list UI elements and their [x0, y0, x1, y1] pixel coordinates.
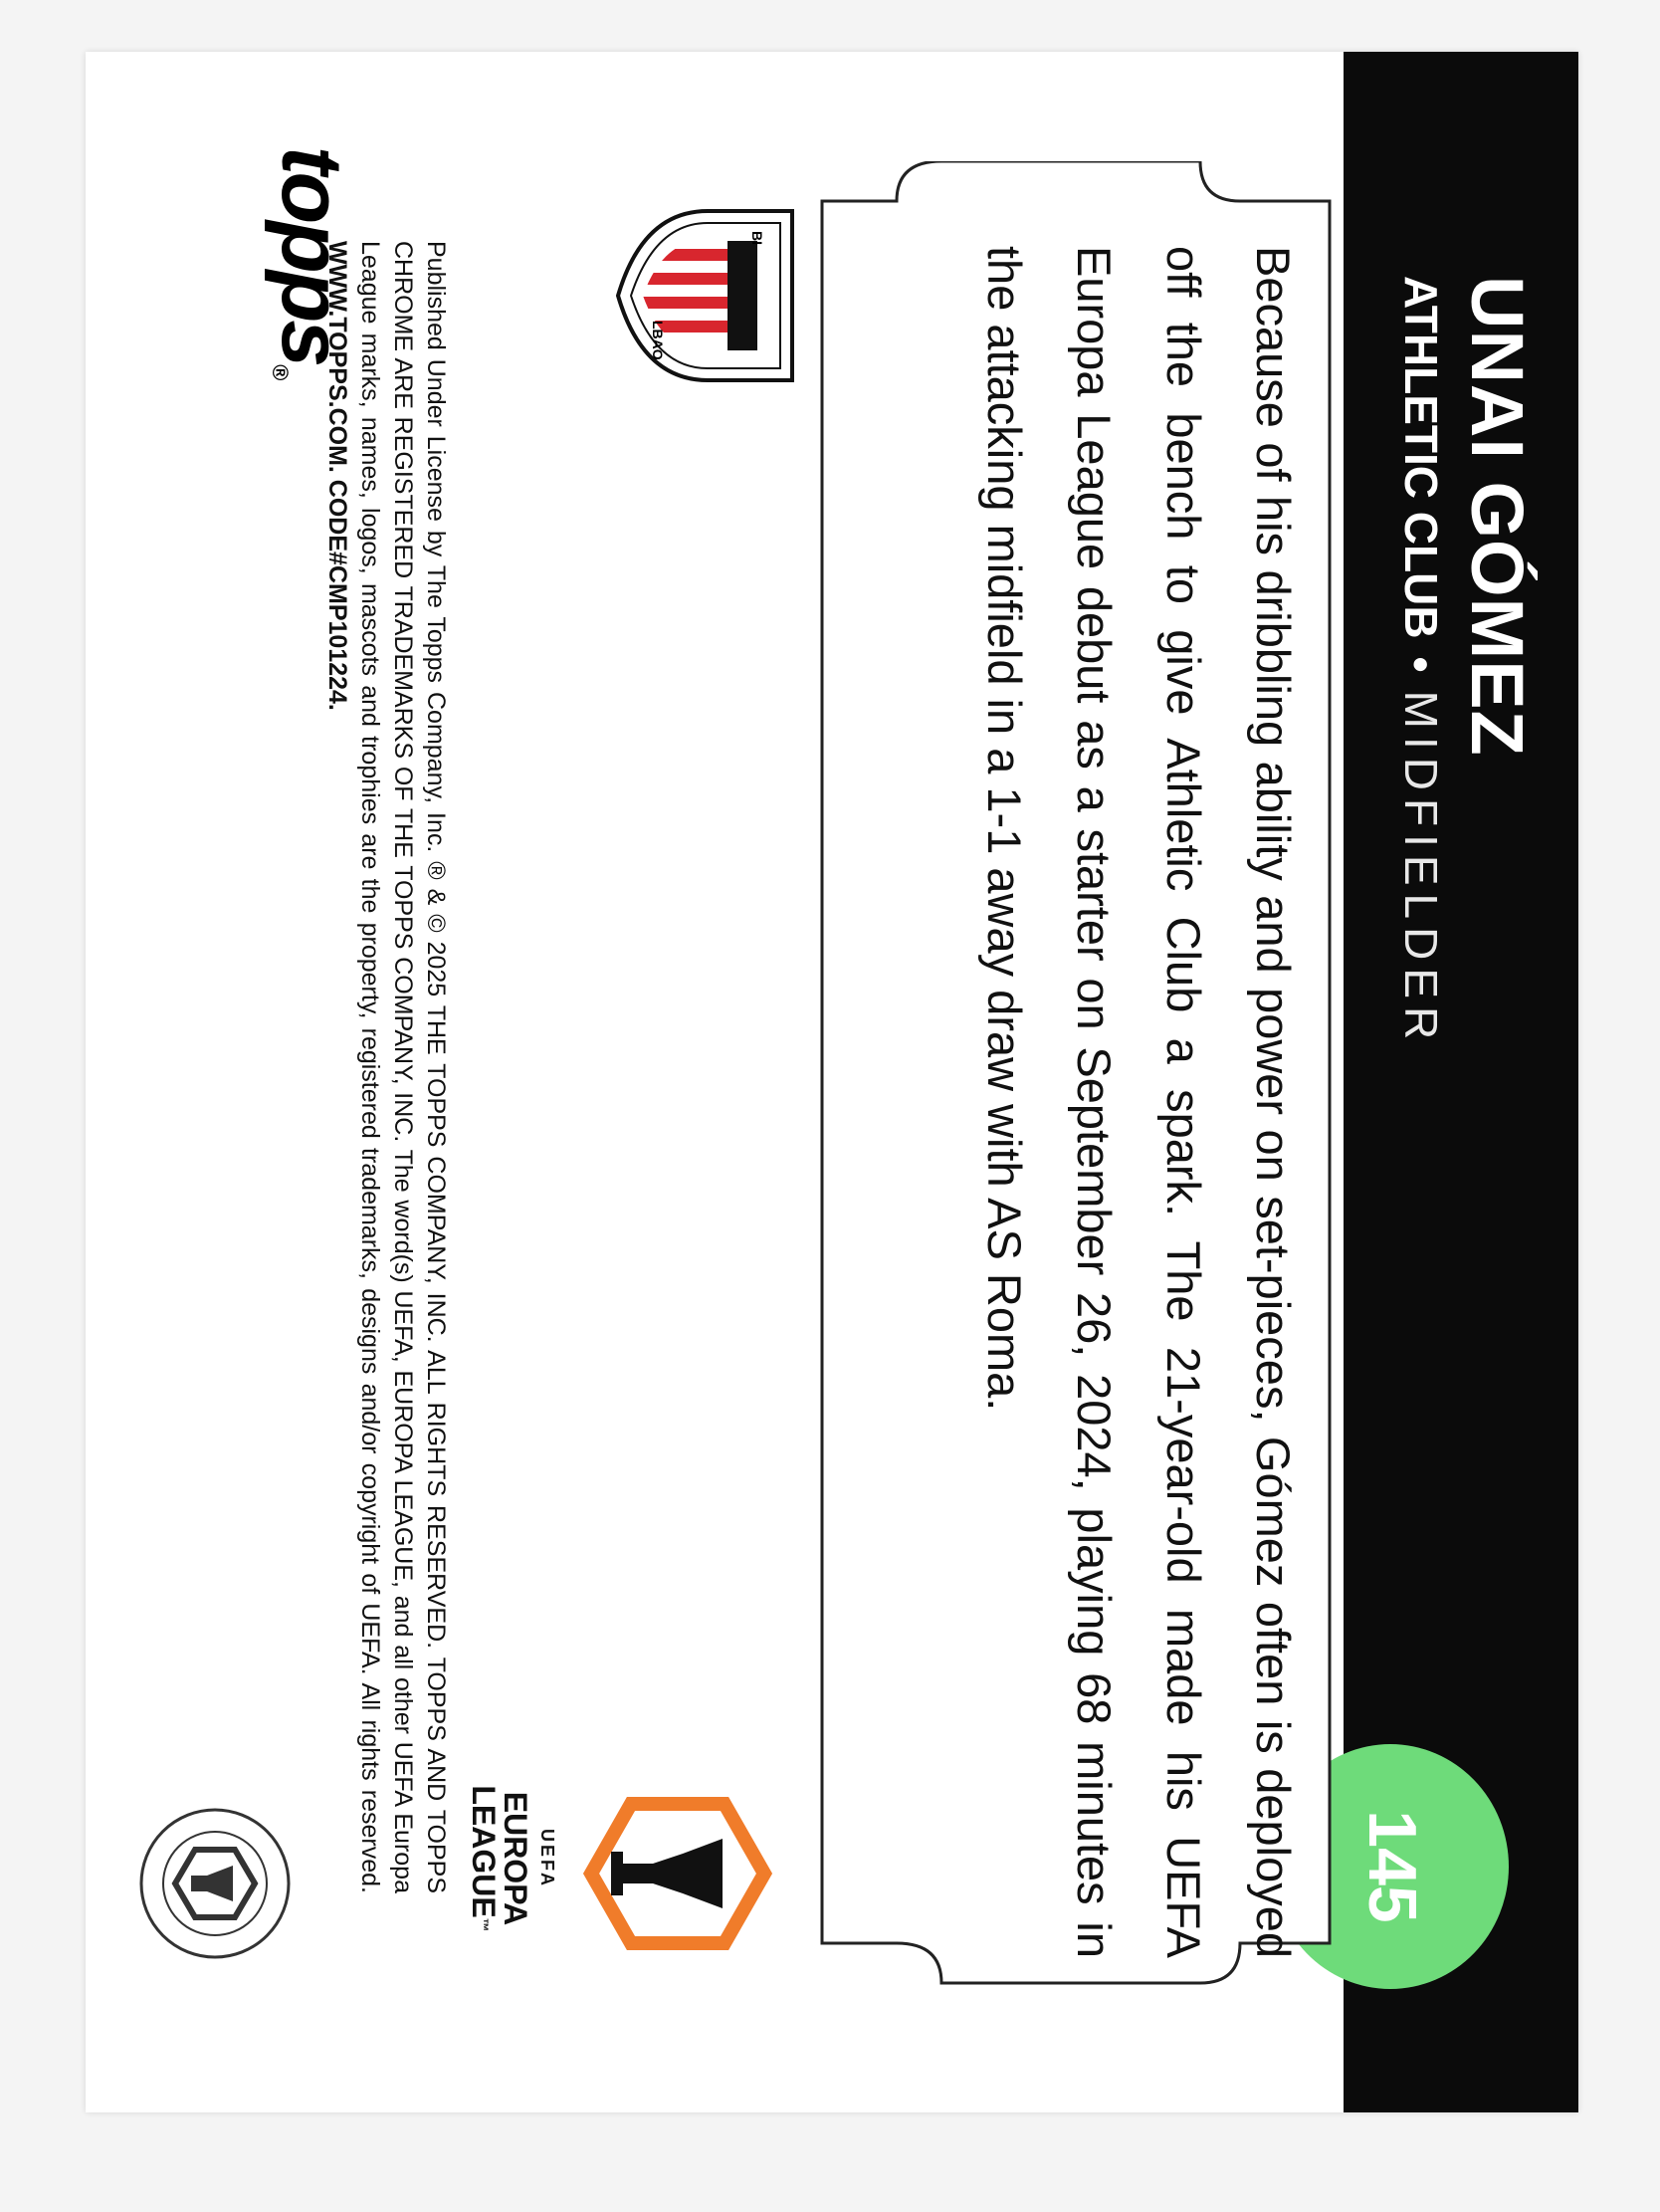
official-licensed-product-seal-icon: [135, 1804, 295, 1963]
topps-wordmark: topps: [264, 146, 359, 365]
player-position: MIDFIELDER: [1395, 690, 1447, 1048]
athletic-club-crest-icon: [613, 201, 812, 390]
registered-mark: ®: [268, 364, 293, 378]
trading-card-back: [86, 52, 1578, 2112]
club-name: ATHLETIC CLUB: [1395, 276, 1447, 639]
legal-text: Published Under License by The Topps Company, Inc. ® & © 2025 THE TOPPS COMPANY, INC. ALL RIGHTS RESERVED. TOPPS AND TOPPS CHROME ARE REGISTERED TRADEMARKS OF THE TOPPS COMPANY, INC. The word(s) UEFA, EUROPA LEAGUE, and all other UEFA Europa League marks, names, logos, mascots and trophies are the property, registered trademarks, designs and/or copyright of UEFA. All rights reserved.: [356, 241, 450, 1893]
uefa-europa-league-trophy-icon: [583, 1784, 772, 1963]
league-word: LEAGUE: [466, 1785, 502, 1918]
uefa-label: UEFA: [537, 1828, 557, 1888]
europa-label: EUROPA: [498, 1791, 533, 1926]
trademark-symbol: ™: [476, 1917, 492, 1932]
crest-text-right: LBAO: [650, 321, 666, 360]
europa-league-wordmark: [468, 1744, 563, 1973]
card-number: 145: [1354, 1810, 1430, 1923]
player-bio: Because of his dribbling ability and power on set-pieces, Gómez often is deployed off the bench to give Athletic Club a spark. The 21-year-old made his UEFA Europa League debut as a starter on September 26, 2024, playing 68 minutes in the attacking midfield in a 1-1 away draw with AS Roma.: [978, 246, 1300, 1958]
league-label: [468, 1744, 500, 1973]
club-position-line: [1395, 276, 1447, 1048]
card-content: [86, 52, 1578, 2112]
crest-text-left: BI: [749, 231, 765, 245]
topps-logo: [264, 146, 359, 378]
website-code: WWW.TOPPS.COM. CODE#CMP101224.: [323, 241, 351, 711]
separator-dot: •: [1395, 656, 1447, 673]
player-name: UNAI GÓMEZ: [1456, 276, 1539, 757]
legal-notice: [320, 241, 452, 1893]
